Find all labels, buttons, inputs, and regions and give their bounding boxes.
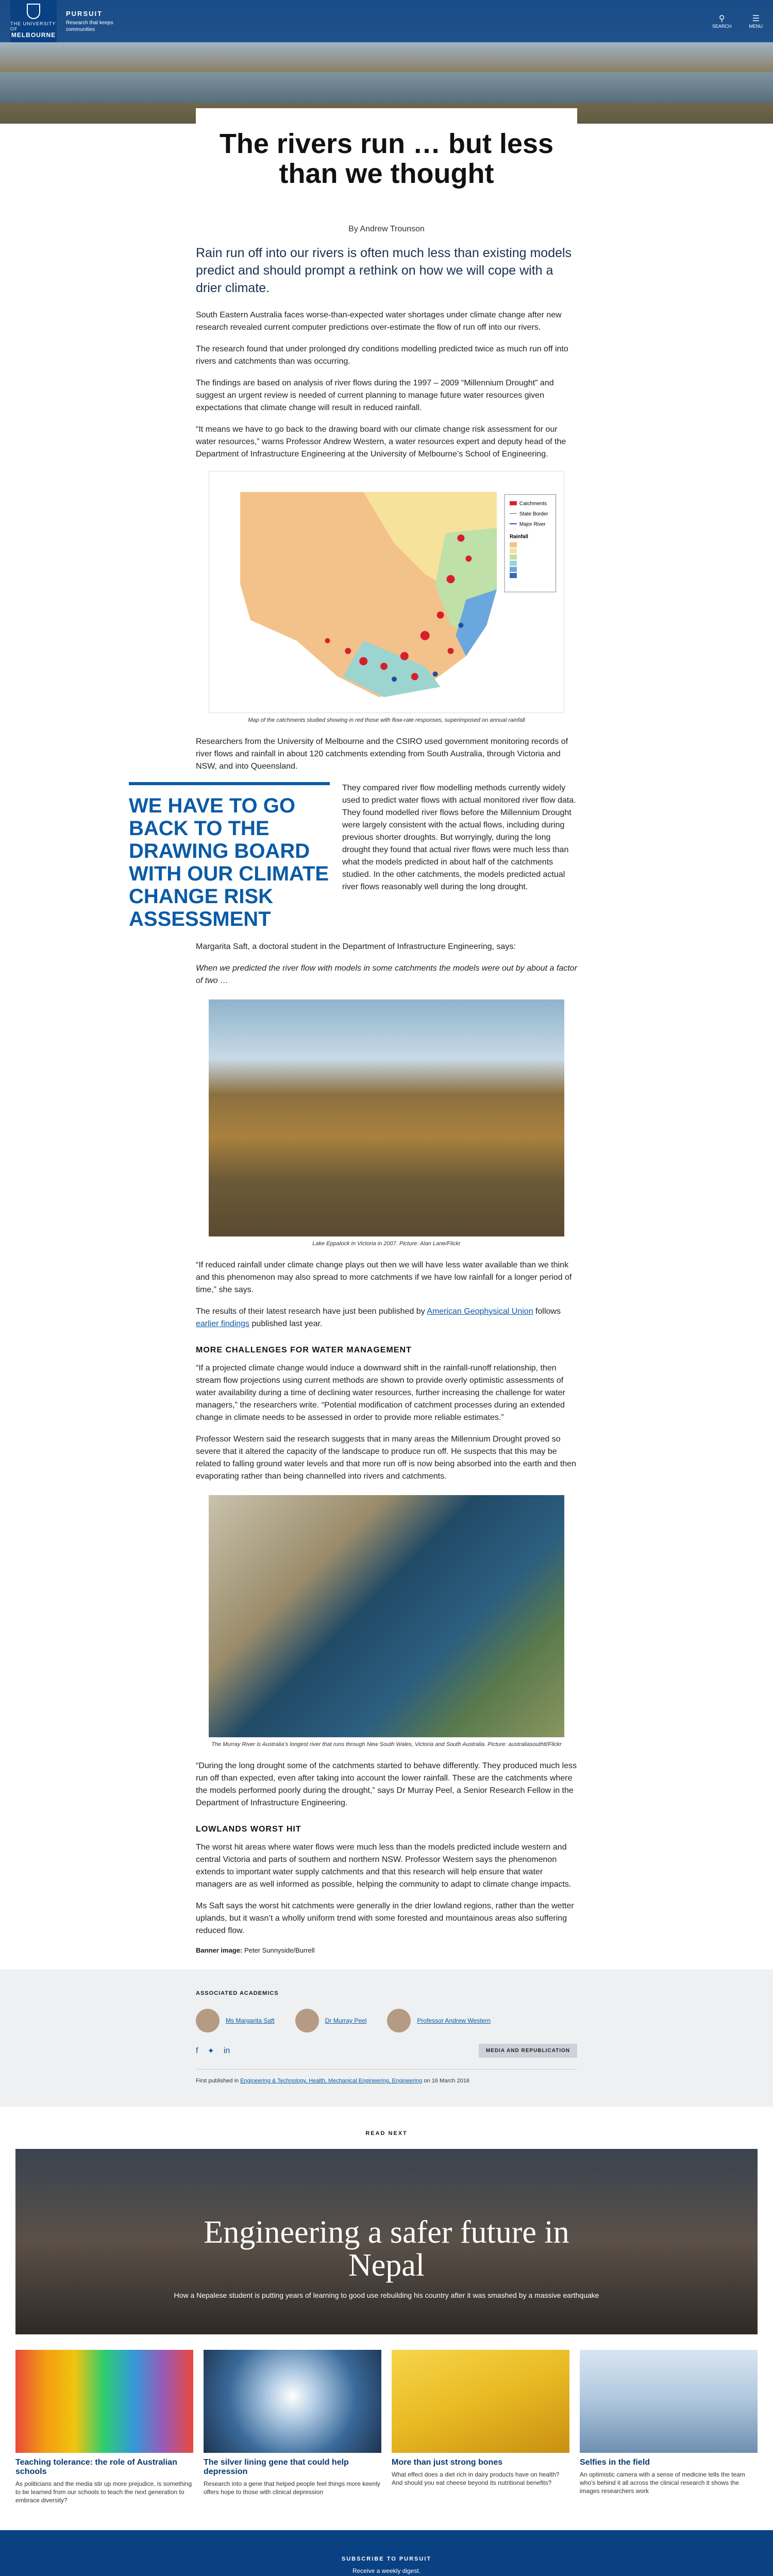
subscribe-section	[0, 2530, 773, 2576]
top-bar	[0, 0, 773, 42]
legend-rainfall: Rainfall	[509, 534, 528, 540]
card-image	[580, 2350, 758, 2453]
title-box	[196, 108, 577, 204]
legend-catchments: Catchments	[519, 501, 547, 507]
site-tagline: Research that keeps communities	[66, 20, 113, 32]
body-paragraph: South Eastern Australia faces worse-than-expected water shortages under climate change after new research revealed current computer predictions over-estimate the flow of run off into our rivers.	[196, 311, 562, 332]
media-republication-button[interactable]: MEDIA AND REPUBLICATION	[479, 2044, 577, 2058]
body-paragraph: Professor Western said the research suggests that in many areas the Millennium Drought proved so severe that it altered the capacity of the landscape to produce run off. He suspects that this may be related to falling ground water levels and that more run off is now being absorbed into the earth and then evaporating rather than being channelled into rivers and catchments.	[196, 1435, 576, 1481]
body-paragraph: “If a projected climate change would induce a downward shift in the rainfall-runoff relationship, then stream flow projections using current methods are shown to provide overly optimistic assessments of water availability during a time of declining water resources, further increasing the challenge for water managers,” the researchers write. “Potential modification of catchment processes during an extended change in climate needs to be assessed in order to provide more reliable estimates.”	[196, 1364, 565, 1422]
banner-credit: Banner image: Peter Sunnyside/Burrell	[196, 1946, 315, 1954]
related-card[interactable]: The silver lining gene that could help depression Research into a gene that helped people feel things more keenly offers hope to those with clinical depression	[204, 2350, 381, 2504]
logo-line2: MELBOURNE	[11, 31, 56, 39]
academic-link[interactable]: Dr Murray Peel	[295, 2009, 367, 2032]
catchment-map	[209, 471, 564, 713]
related-card[interactable]: Teaching tolerance: the role of Australian schools As politicians and the media stir up more prejudice, is something to be learned from our schools to teach the next generation to embrace diversity?	[15, 2350, 193, 2504]
murray-river-photo	[209, 1495, 564, 1737]
avatar	[387, 2009, 411, 2032]
body-paragraph: The findings are based on analysis of river flows during the 1997 – 2009 “Millennium Drought” and suggest an urgent review is needed of current planning to manage future water resources given expectations that climate change will result in reduced rainfall.	[196, 379, 554, 412]
body-paragraph: Ms Saft says the worst hit catchments were generally in the drier lowland regions, rather than the wetter uplands, but it wasn’t a wholly uniform trend with some forested and mountainous areas also suffering reduced flow.	[196, 1902, 574, 1935]
article	[129, 108, 577, 1954]
quote-paragraph: When we predicted the river flow with models in some catchments the models were out by about a factor of two …	[196, 964, 577, 985]
associated-academics	[0, 1970, 773, 2107]
hero-banner	[0, 0, 773, 124]
legend-state-border: State Border	[519, 511, 548, 517]
lake-eppalock-photo	[209, 999, 564, 1236]
photo-caption: Lake Eppalock in Victoria in 2007. Picture: Alan Lane/Flickr	[312, 1241, 461, 1247]
featured-title: Engineering a safer future in Nepal	[204, 2215, 569, 2283]
card-image	[392, 2350, 569, 2453]
body-paragraph: The results of their latest research have just been published by American Geophysical Union follows earlier findings published last year.	[196, 1307, 561, 1328]
search-button[interactable]: ⚲ SEARCH	[712, 14, 732, 29]
site-name[interactable]: PURSUIT	[66, 9, 103, 18]
menu-icon: ☰	[752, 14, 760, 23]
university-logo[interactable]	[10, 0, 57, 42]
earlier-findings-link[interactable]: earlier findings	[196, 1319, 250, 1328]
menu-button[interactable]: ☰ MENU	[749, 14, 763, 29]
photo-caption: The Murray River is Australia’s longest river that runs through New South Wales, Victoria and South Australia. Picture: australiasouthtl/Flickr	[211, 1741, 562, 1748]
published-in: First published in Engineering & Technology, Health, Mechanical Engineering, Engineering on 16 March 2016	[196, 2069, 577, 2084]
page-title: The rivers run … but less than we thought	[219, 128, 554, 189]
card-image	[204, 2350, 381, 2453]
body-paragraph: “During the long drought some of the catchments started to behave differently. They produced much less run off than expected, even after taking into account the lower rainfall. These are the catchments where the models performed poorly during the drought,” says Dr Murray Peel, a Senior Research Fellow in the Department of Infrastructure Engineering.	[196, 1761, 577, 1807]
card-image	[15, 2350, 193, 2453]
related-cards	[15, 2350, 758, 2504]
academic-link[interactable]: Ms Margarita Saft	[196, 2009, 275, 2032]
body-paragraph: “It means we have to go back to the drawing board with our climate change risk assessment for our water resources,” warns Professor Andrew Western, a water resources expert and deputy head of the Department of Infrastructure Engineering at the University of Melbourne’s School of Engineering.	[196, 425, 566, 459]
legend-major-river: Major River	[519, 521, 546, 528]
featured-desc: How a Nepalese student is putting years of learning to good use rebuilding his country after it was smashed by a massive earthquake	[174, 2291, 599, 2299]
logo-line1: THE UNIVERSITY OF	[10, 21, 56, 31]
category-links[interactable]: Engineering & Technology, Health, Mechanical Engineering, Engineering	[240, 2078, 423, 2084]
section-heading: MORE CHALLENGES FOR WATER MANAGEMENT	[196, 1346, 412, 1354]
read-next-label: READ NEXT	[365, 2130, 408, 2137]
related-card[interactable]: Selfies in the field An optimistic camera with a sense of medicine tells the team who's behind it all across the clinical research it shows the images researchers work	[580, 2350, 758, 2504]
associated-label: ASSOCIATED ACADEMICS	[196, 1990, 279, 1996]
lead-paragraph: Rain run off into our rivers is often much less than existing models predict and should prompt a rethink on how we will cope with a drier climate.	[196, 246, 572, 295]
body-paragraph: They compared river flow modelling methods currently widely used to predict water flows with actual monitored river flow data. They found modelled river flows before the Millennium Drought were largely consistent with the actual flows, including during previous shorter droughts. But worryingly, during the long drought they found that actual river flows were much less than what the models predicted in about half of the catchments studied. In the other catchments, the models predicted actual river flows reasonably well during the long drought.	[342, 784, 576, 891]
related-card[interactable]: More than just strong bones What effect does a diet rich in dairy products have on health? And should you eat cheese beyond its nutritional benefits?	[392, 2350, 569, 2504]
body-paragraph: Margarita Saft, a doctoral student in the Department of Infrastructure Engineering, says:	[196, 942, 516, 951]
crest-icon	[27, 4, 40, 19]
body-paragraph: “If reduced rainfall under climate change plays out then we will have less water available than we think and this phenomenon may also spread to more catchments if we have low rainfall for a longer period of time,” she says.	[196, 1261, 572, 1294]
featured-article[interactable]	[15, 2149, 758, 2334]
byline: By Andrew Trounson	[348, 225, 425, 233]
avatar	[295, 2009, 319, 2032]
academic-link[interactable]: Professor Andrew Western	[387, 2009, 491, 2032]
pull-quote: WE HAVE TO GO BACK TO THE DRAWING BOARD WITH OUR CLIMATE CHANGE RISK ASSESSMENT	[129, 782, 330, 930]
body-paragraph: The worst hit areas where water flows were much less than the models predicted include western and central Victoria and parts of southern and northern NSW. Professor Western says the phenomenon extends to important water supply catchments and that this research will help ensure that water managers are as well informed as possible, helping the community to adapt to climate change impacts.	[196, 1843, 572, 1889]
subscribe-heading: SUBSCRIBE TO PURSUIT	[341, 2556, 432, 2562]
subscribe-subheading: Receive a weekly digest.	[352, 2567, 421, 2574]
body-paragraph: The research found that under prolonged dry conditions modelling predicted twice as much run off into rivers and catchments than was occurring.	[196, 345, 568, 366]
agu-link[interactable]: American Geophysical Union	[427, 1307, 533, 1316]
twitter-icon[interactable]: ✦	[207, 2046, 214, 2056]
banner-image	[0, 72, 773, 103]
avatar	[196, 2009, 220, 2032]
linkedin-icon[interactable]: in	[223, 2046, 230, 2055]
map-caption: Map of the catchments studied showing in red those with flow-rate responses, superimposed on annual rainfall	[248, 717, 525, 723]
body-paragraph: Researchers from the University of Melbourne and the CSIRO used government monitoring records of river flows and rainfall in about 120 catchments extending from South Australia, through Victoria and NSW, and into Queensland.	[196, 737, 568, 771]
map-graphic	[209, 471, 564, 713]
pull-quote-row	[129, 782, 577, 930]
search-icon: ⚲	[718, 14, 725, 23]
section-heading: LOWLANDS WORST HIT	[196, 1825, 301, 1834]
facebook-icon[interactable]: f	[196, 2046, 198, 2055]
